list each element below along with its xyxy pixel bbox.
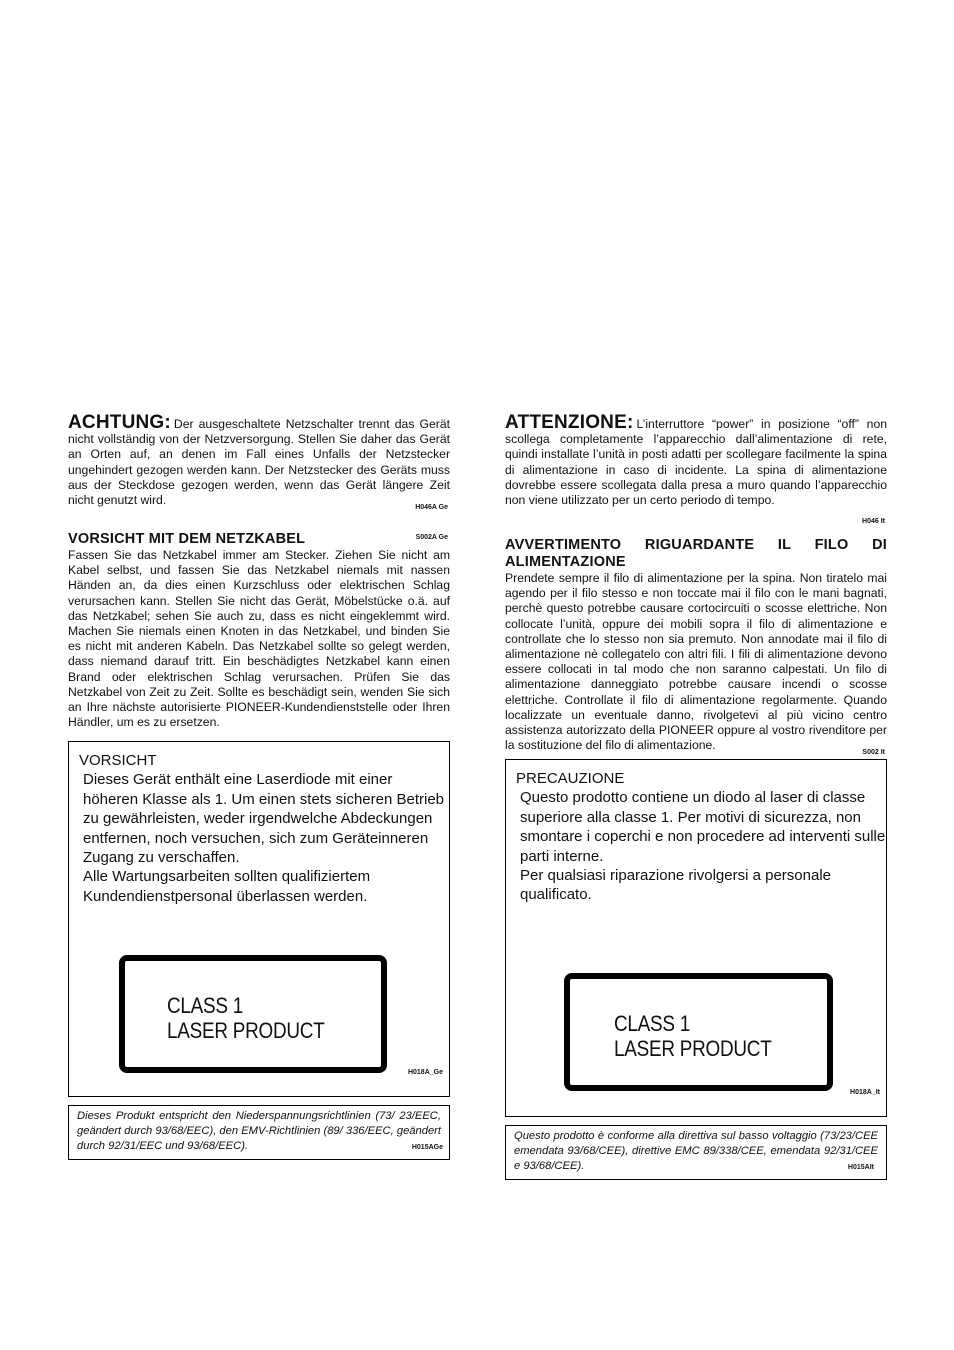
power-cord-heading: VORSICHT MIT DEM NETZKABEL: [68, 531, 306, 547]
laser-caution-box-it: [505, 759, 887, 1117]
achtung-section: [68, 412, 450, 517]
achtung-code: H046A Ge: [415, 503, 448, 511]
emc-code-it: H015AIt: [847, 1164, 874, 1172]
italian-column: [505, 412, 887, 1180]
power-cord-section: [68, 530, 450, 730]
laser-caution-text-it: Questo prodotto contiene un diodo al laser di classe superiore alla classe 1. Per motivi di sicurezza, non smontare i coperchi e non procedere ad interventi sulle parti interne.: [520, 789, 886, 865]
laser-code: H018A_Ge: [407, 1069, 443, 1077]
attenzione-heading: ATTENZIONE:: [505, 412, 634, 433]
achtung-heading: ACHTUNG:: [68, 412, 171, 433]
laser-caution-title-it: PRECAUZIONE: [516, 770, 625, 788]
class1-laser-label-text: [167, 993, 325, 1043]
power-cord-text-it: Prendete sempre il filo di alimentazione per la spina. Non tiratelo mai agendo per il filo stesso e non toccate mai il filo con le mani bagnati, perchè questo potrebbe causare cortocircuiti o scosse elettriche. Non collocate l’unità, oppure dei mobili sopra il filo di alimentazione e controllate che lo stesso non sia premuto. Non annodate mai il filo di alimentazione nè collegatelo con altri fili. I fili di alimentazione devono essere collocati in tal modo che non saranno calpestati. Un filo di alimentazione danneggiato potrebbe causare incendi o scosse elettriche. Controllate il filo di alimentazione regolarmente. Quando localizzate un eventuale danno, rivolgetevi al più vicino centro assistenza autorizzato della PIONEER oppure al vostro rivenditore per la sostituzione del filo di alimentazione.: [505, 571, 887, 753]
laser-caution-title: VORSICHT: [79, 752, 157, 770]
laser-code-it: H018A_It: [850, 1089, 880, 1097]
class1-laser-label-it: [564, 973, 833, 1091]
attenzione-code: H046 It: [862, 517, 885, 525]
laser-label-line2: LASER PRODUCT: [167, 1018, 325, 1044]
attenzione-section: [505, 412, 887, 531]
laser-caution-text: Dieses Gerät enthält eine Laserdiode mit einer höheren Klasse als 1. Um einen stets sicheren Betrieb zu gewährleisten, weder irgendwelche Abdeckungen entfernen, noch versuchen, sich zum Geräteinneren Zugang zu verschaffen.: [83, 771, 445, 867]
emc-text-it: Questo prodotto è conforme alla direttiva sul basso voltaggio (73/23/CEE emendata 93/68/CEE), direttive EMC 89/338/CEE, emendata 92/31/CEE e 93/68/CEE).: [514, 1130, 878, 1173]
achtung-text: Der ausgeschaltete Netzschalter trennt das Gerät nicht vollständig von der Netzversorgung. Stellen Sie daher das Gerät an Orten auf, an denen im Fall eines Unfalls der Netzstecker ungehindert gezogen werden kann. Der Netzstecker des Geräts muss aus der Steckdose gezogen werden, wenn das Gerät längere Zeit nicht genutzt wird.: [68, 417, 450, 508]
laser-label-line2-it: LASER PRODUCT: [614, 1036, 772, 1062]
attenzione-text: L’interruttore “power” in posizione “off” non scollega completamente l’apparecchio dall’alimentazione di rete, quindi installate l’unità in posti adatti per scollegare facilmente la spina di alimentazione in caso di incidente. La spina di alimentazione dovrebbe essere scollegata dalla presa a muro quando l’apparecchio non viene utilizzato per un certo periodo di tempo.: [505, 417, 887, 508]
laser-label-line1-it: CLASS 1: [614, 1011, 691, 1037]
laser-caution-text-it-2: Per qualsiasi riparazione rivolgersi a personale qualificato.: [520, 867, 831, 904]
laser-caution-text-2: Alle Wartungsarbeiten sollten qualifiziertem Kundendienstpersonal überlassen werden.: [83, 868, 371, 905]
emc-text: Dieses Produkt entspricht den Niederspannungsrichtlinien (73/ 23/EEC, geändert durch 93/68/EEC), den EMV-Richtlinien (89/ 336/EEC, geändert durch 92/31/EEC und 93/68/EEC).: [77, 1110, 442, 1153]
german-column: [68, 412, 450, 1160]
power-cord-section-it: [505, 537, 887, 759]
emc-compliance-box-it: [505, 1125, 887, 1180]
emc-compliance-box: [68, 1105, 450, 1160]
power-cord-code: S002A Ge: [415, 534, 448, 541]
power-cord-text: Fassen Sie das Netzkabel immer am Stecker. Ziehen Sie nicht am Kabel selbst, und fassen Sie das Netzkabel niemals mit nassen Händen an, da dies einen Kurzschluss oder elektrischen Schlag verursachen kann. Stellen Sie nicht das Gerät, Möbelstücke o.ä. auf das Netzkabel; sehen Sie auch zu, dass es nicht eingeklemmt wird. Machen Sie niemals einen Knoten in das Netzkabel, und binden Sie es nicht mit anderen Kabeln. Das Netzkabel sollte so gelegt werden, dass niemand darauf tritt. Ein beschädigtes Netzkabel kann einen Brand oder elektrischen Schlag verursachen. Prüfen Sie das Netzkabel von Zeit zu Zeit. Sollte es beschädigt sein, wenden Sie sich an Ihre nächste autorisierte PIONEER-Kundendienststelle oder Ihren Händler, um es zu ersetzen.: [68, 548, 450, 730]
class1-laser-label: [119, 955, 387, 1073]
emc-code: H015AGe: [411, 1144, 443, 1152]
laser-label-line1: CLASS 1: [167, 993, 244, 1019]
power-cord-code-it: S002 It: [862, 749, 885, 757]
class1-laser-label-text-it: [614, 1011, 772, 1061]
laser-caution-box: [68, 741, 450, 1097]
power-cord-heading-it: AVVERTIMENTO RIGUARDANTE IL FILO DI ALIMENTAZIONE: [505, 537, 887, 570]
